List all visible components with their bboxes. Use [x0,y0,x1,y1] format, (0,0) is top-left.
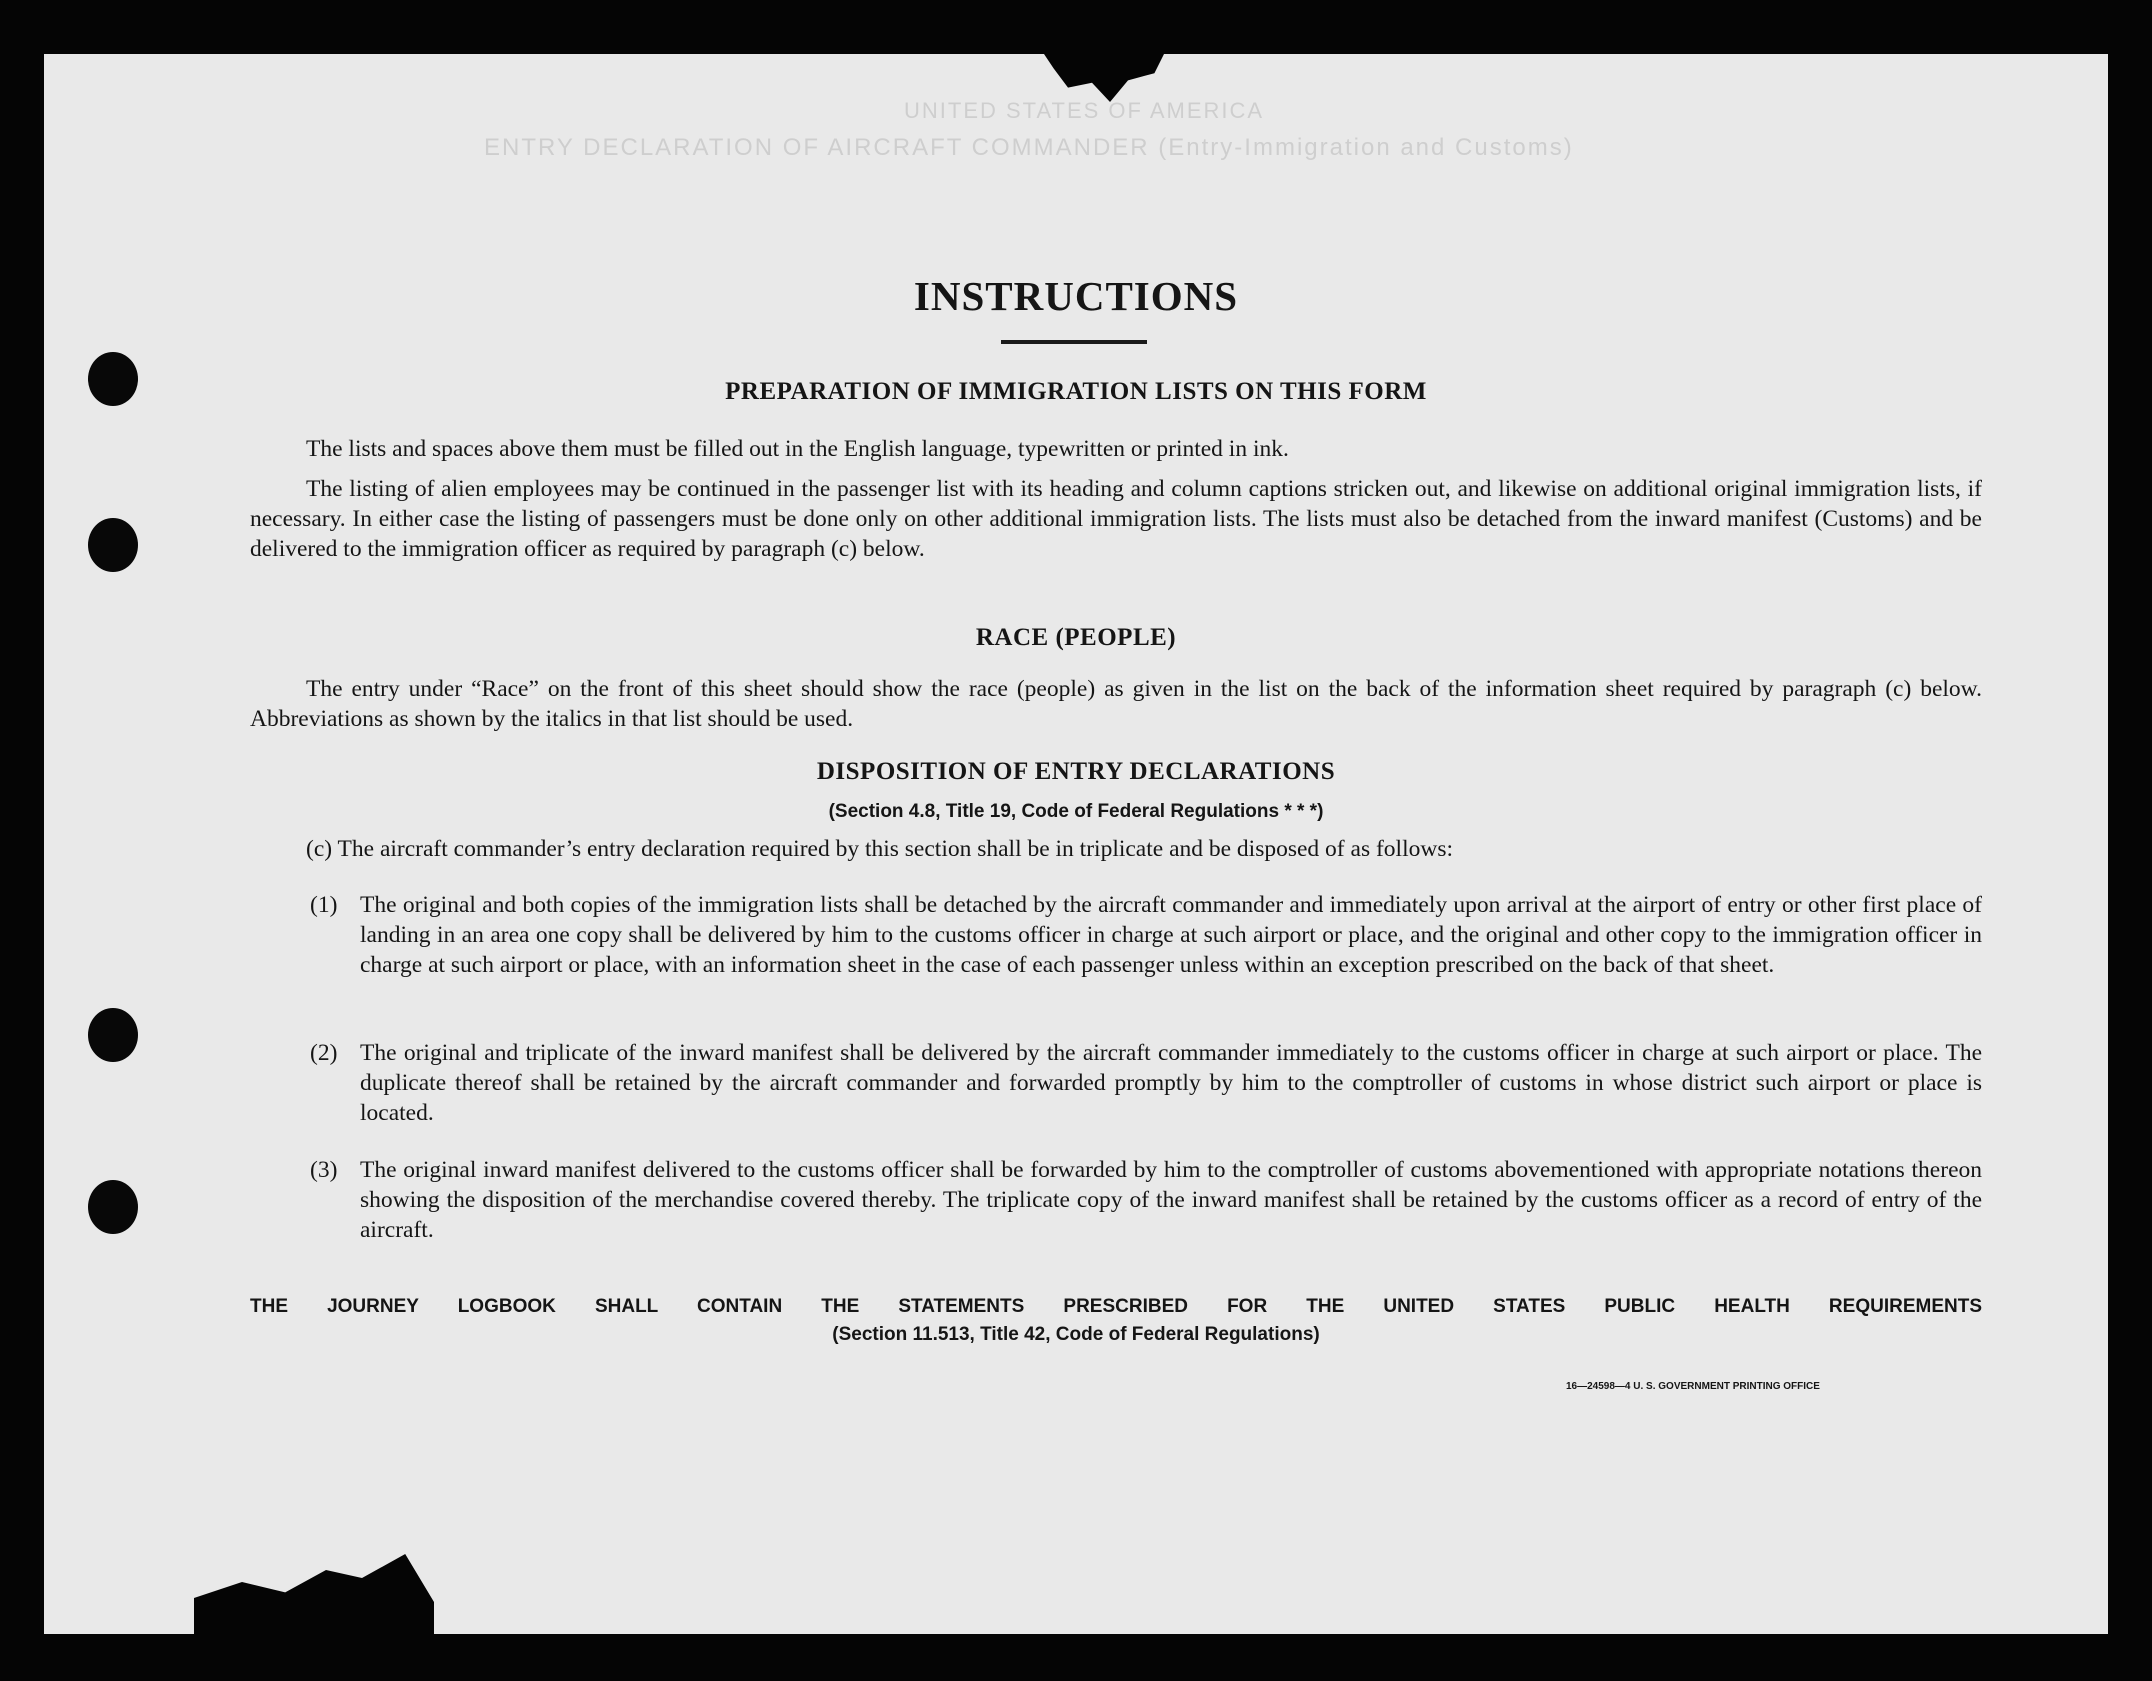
item-text: The original and both copies of the immigration lists shall be detached by the aircraft commander and immediately upon arrival at the airport of entry or other first place of landing in an area one copy shall be delivered by him to the customs officer in charge at such airport or place, and the original and other copy to the immigration officer in charge at such airport or place, with an information sheet in the case of each passenger unless within an exception prescribed on the back of that sheet. [360,892,1982,978]
page-title: INSTRUCTIONS [913,273,1239,319]
disposition-paragraph-c: (c) The aircraft commander’s entry declaration required by this section shall be in triplicate and be disposed of as follows: [306,836,1453,862]
item-number: (1) [310,892,338,918]
race-paragraph: The entry under “Race” on the front of this sheet should show the race (people) as given in the list on the back of the information sheet required by paragraph (c) below. Abbreviations as shown by the italics in that list should be used. [250,676,1982,732]
punch-hole-2 [88,518,138,572]
disposition-item-3 [310,1155,1982,1245]
disposition-item-2 [310,1038,1982,1128]
item-text: The original inward manifest delivered to the customs officer shall be forwarded by him to the comptroller of customs abovementioned with appropriate notations thereon showing the disposition of the merchandise covered thereby. The triplicate copy of the inward manifest shall be retained by the customs officer as a record of entry of the aircraft. [360,1157,1982,1243]
title-underline [1001,340,1147,344]
prep-paragraph-2: The listing of alien employees may be continued in the passenger list with its heading and column captions stricken out, and likewise on additional original immigration lists, if necessary. In either case the listing of passengers must be done only on other additional immigration lists. The lists must also be detached from the inward manifest (Customs) and be delivered to the immigration officer as required by paragraph (c) below. [250,476,1982,562]
health-requirements-citation: (Section 11.513, Title 42, Code of Federal Regulations) [832,1324,1320,1345]
item-number: (2) [310,1040,338,1066]
bleed-through-line-2: ENTRY DECLARATION OF AIRCRAFT COMMANDER (Entry-Immigration and Customs) [484,134,1574,161]
punch-hole-4 [88,1180,138,1234]
torn-edge-top [1044,54,1164,102]
disposition-item-1 [310,890,1982,980]
punch-hole-3 [88,1008,138,1062]
document-sheet [44,54,2108,1634]
health-requirements-notice: THE JOURNEY LOGBOOK SHALL CONTAIN THE STATEMENTS PRESCRIBED FOR THE UNITED STATES PUBLIC HEALTH REQUIREMENTS [250,1296,1982,1317]
disposition-heading: DISPOSITION OF ENTRY DECLARATIONS [816,758,1336,785]
race-heading: RACE (PEOPLE) [975,624,1177,651]
bleed-through-line-1: UNITED STATES OF AMERICA [904,98,1265,123]
prep-paragraph-1: The lists and spaces above them must be filled out in the English language, typewritten or printed in ink. [306,436,1289,462]
prep-heading: PREPARATION OF IMMIGRATION LISTS ON THIS FORM [725,378,1427,405]
printing-office-code: 16—24598—4 U. S. GOVERNMENT PRINTING OFFICE [1566,1381,1820,1392]
item-text: The original and triplicate of the inward manifest shall be delivered by the aircraft commander immediately to the customs officer in charge at such airport or place. The duplicate thereof shall be retained by the aircraft commander and forwarded promptly by him to the comptroller of customs in whose district such airport or place is located. [360,1040,1982,1126]
item-number: (3) [310,1157,338,1183]
torn-edge-bottom [194,1554,434,1634]
disposition-subheading: (Section 4.8, Title 19, Code of Federal Regulations * * *) [828,801,1324,822]
